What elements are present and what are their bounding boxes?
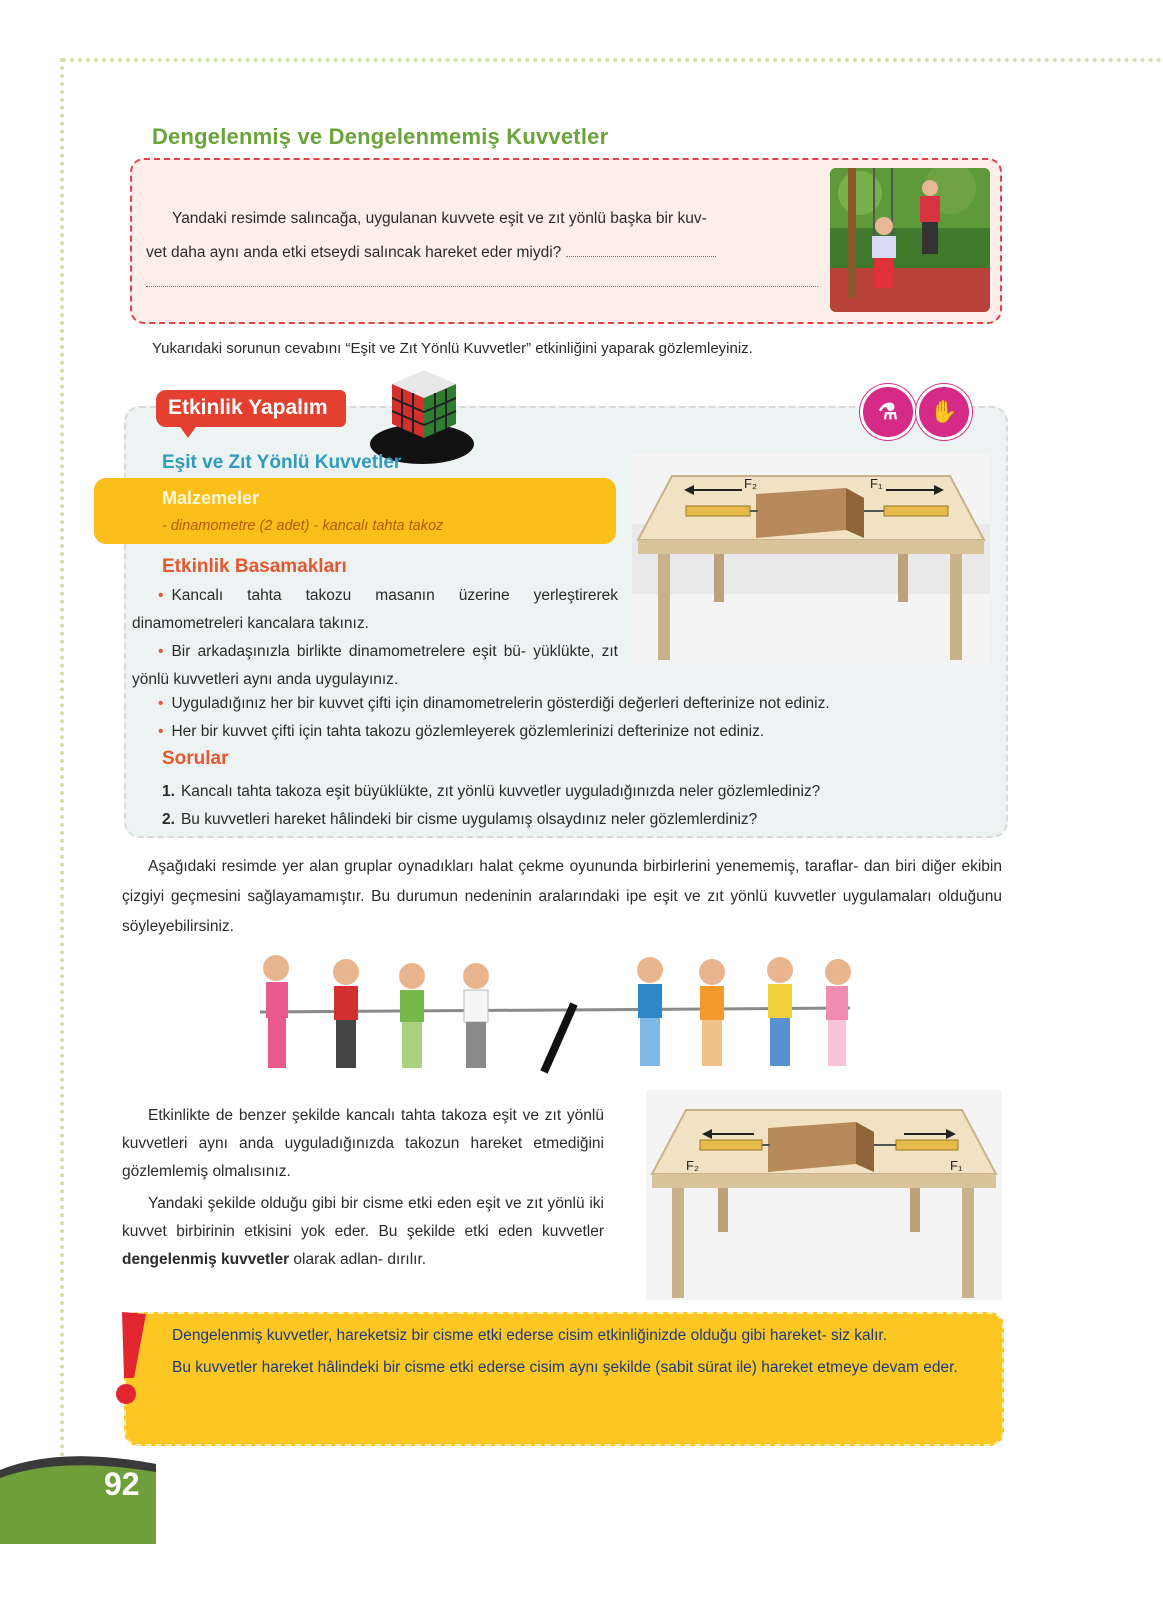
steps-list <box>132 582 618 694</box>
materials-list: - dinamometre (2 adet) - kancalı tahta takoz <box>162 518 444 534</box>
hand-icon: ✋ <box>916 384 972 440</box>
question-text <box>146 202 818 270</box>
page-frame-left <box>60 58 64 1458</box>
activity-label-tail <box>178 424 198 438</box>
page-number: 92 <box>104 1466 140 1502</box>
science-icon: ⚗ <box>860 384 916 440</box>
questions-title: Sorular <box>162 748 229 769</box>
question-item: 2. Bu kuvvetleri hareket hâlindeki bir cisme uygulamış olsaydınız neler gözlemlerdiniz? <box>162 811 758 828</box>
step-item: • Her bir kuvvet çifti için tahta takozu gözlemleyerek gözlemlerinizi defterinize not ediniz. <box>158 723 765 740</box>
bullet-icon: • <box>158 695 164 712</box>
tug-paragraph: Aşağıdaki resimde yer alan gruplar oynadıkları halat çekme oyununda birbirlerini yenememiş, taraflar- dan biri diğer ekibin çizgiyi geçmesini sağlayamamıştır. Bu durumun nedeninin aralarındaki ipe eşit ve zıt yönlü kuvvetler uygulamaları olduğunu söyleyebilirsiniz. <box>122 858 1002 935</box>
bullet-icon: • <box>158 587 164 604</box>
note-line-1: Dengelenmiş kuvvetler, hareketsiz bir cisme etki ederse cisim etkinliğinizde olduğu gibi hareket- siz kalır. <box>172 1327 888 1344</box>
activity-title: Eşit ve Zıt Yönlü Kuvvetler <box>162 452 402 473</box>
materials-title: Malzemeler <box>162 488 260 508</box>
activity-label: Etkinlik Yapalım <box>156 390 346 427</box>
question-item: 1. Kancalı tahta takoza eşit büyüklükte, zıt yönlü kuvvetler uyguladığınızda neler gözlemlediniz? <box>162 783 821 800</box>
steps-title: Etkinlik Basamakları <box>162 556 347 577</box>
step-item: • Kancalı tahta takozu masanın üzerine yerleştirerek dinamometreleri kancalara takınız. <box>132 587 618 632</box>
bullet-icon: • <box>158 723 164 740</box>
force-label-f1: F₁ <box>870 476 883 491</box>
balanced-forces-term: dengelenmiş kuvvetler <box>122 1251 290 1268</box>
tug-of-war-image <box>240 946 870 1082</box>
balanced-forces-paragraph: Yandaki şekilde olduğu gibi bir cisme etki eden eşit ve zıt yönlü iki kuvvet birbirinin etkisini yok eder. Bu şekilde etki eden kuvvetler dengelenmiş kuvvetler olarak adlan- dırılır. <box>122 1195 604 1268</box>
exclamation-icon <box>108 1308 148 1408</box>
force-label-f1: F₁ <box>950 1158 963 1173</box>
question-line-1: Yandaki resimde salıncağa, uygulanan kuvvete eşit ve zıt yönlü başka bir kuv- <box>172 210 707 227</box>
intro-text: Yukarıdaki sorunun cevabını “Eşit ve Zıt Yönlü Kuvvetler” etkinliğini yaparak gözlemleyiniz. <box>152 340 753 357</box>
answer-dots <box>566 242 716 257</box>
force-label-f2: F₂ <box>686 1158 699 1173</box>
force-label-f2: F₂ <box>744 476 757 491</box>
step-item: • Uyguladığınız her bir kuvvet çifti için dinamometrelerin gösterdiği değerleri defterinize not ediniz. <box>158 695 830 712</box>
activity-result-paragraph: Etkinlikte de benzer şekilde kancalı tahta takoza eşit ve zıt yönlü kuvvetleri aynı anda uyguladığınızda takozun hareket etmediğini gözlemlemiş olmalısınız. <box>122 1107 604 1180</box>
section-title: Dengelenmiş ve Dengelenmemiş Kuvvetler <box>152 124 609 149</box>
question-line-2: vet daha aynı anda etki etseydi salıncak hareket eder miydi? <box>146 244 562 261</box>
note-text <box>146 1322 988 1382</box>
table-dynamometer-image <box>632 454 990 664</box>
swing-photo <box>830 168 990 312</box>
questions-list <box>162 778 992 834</box>
note-line-2: Bu kuvvetler hareket hâlindeki bir cisme etki ederse cisim aynı şekilde (sabit sürat ile) hareket etmeye devam eder. <box>172 1359 958 1376</box>
step-item: • Bir arkadaşınızla birlikte dinamometrelere eşit bü- yüklükte, zıt yönlü kuvvetleri aynı anda uygulayınız. <box>132 643 618 688</box>
bullet-icon: • <box>158 643 164 660</box>
answer-line <box>146 286 818 287</box>
table-balanced-forces-image <box>646 1090 1002 1300</box>
steps-list-2 <box>158 690 998 746</box>
page-frame-top <box>62 58 1162 62</box>
